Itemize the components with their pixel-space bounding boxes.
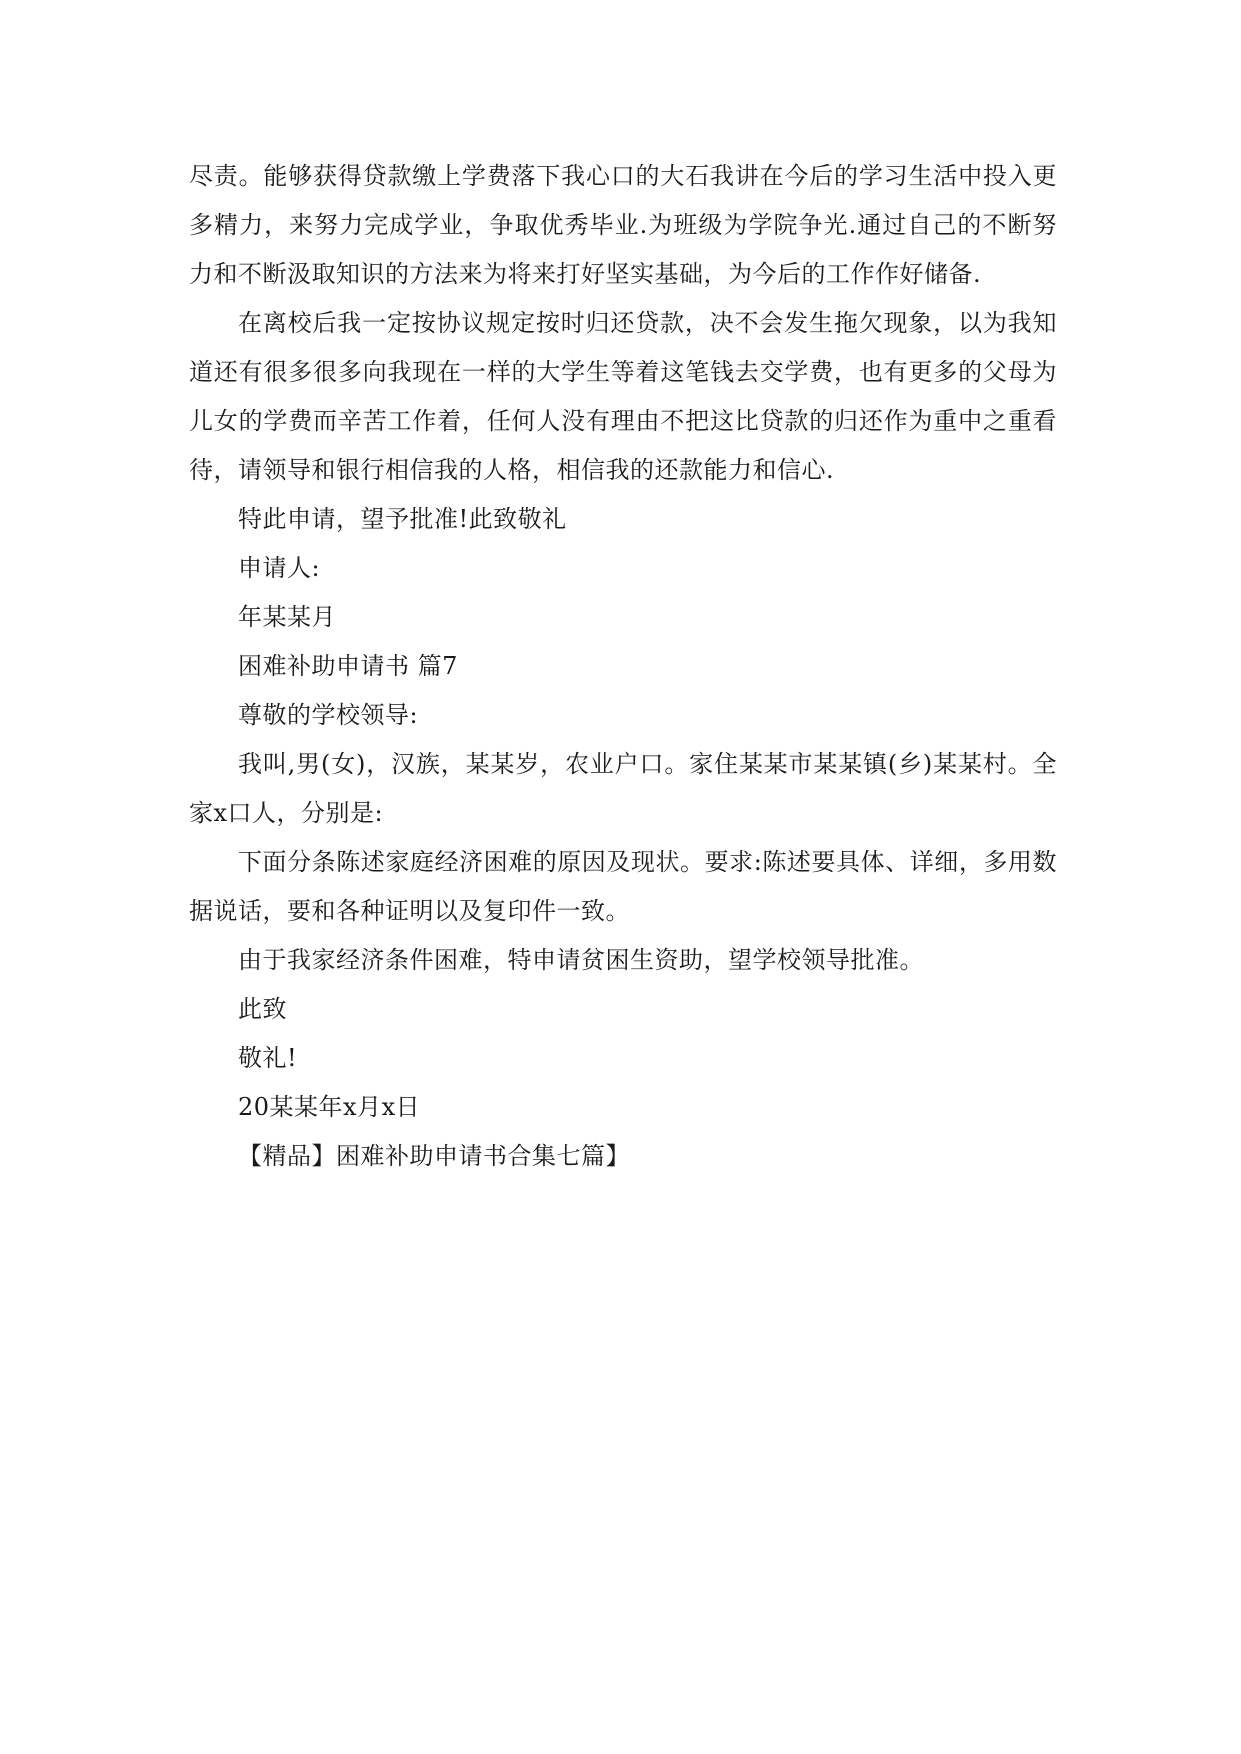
- applicant-line: 申请人:: [238, 554, 321, 582]
- document-footer-title: 【精品】困难补助申请书合集七篇】: [238, 1142, 630, 1170]
- paragraph-continuation: 尽责。能够获得贷款缴上学费落下我心口的大石我讲在今后的学习生活中投入更多精力，来努力完成学业，争取优秀毕业.为班级为学院争光.通过自己的不断努力和不断汲取知识的方法来为将来打好坚实基础，为今后的工作作好储备.: [189, 162, 1057, 288]
- signature-date: 20某某年x月x日: [238, 1093, 421, 1121]
- document-body: [189, 152, 1057, 1181]
- closing-cizhi: 此致: [238, 995, 287, 1023]
- paragraph-repayment-pledge: 在离校后我一定按协议规定按时归还贷款，决不会发生拖欠现象，以为我知道还有很多很多向我现在一样的大学生等着这笔钱去交学费，也有更多的父母为儿女的学费而辛苦工作着，任何人没有理由不把这比贷款的归还作为重中之重看待，请领导和银行相信我的人格，相信我的还款能力和信心.: [189, 309, 1057, 484]
- date-line: 年某某月: [238, 603, 336, 631]
- paragraph-hardship-description: 下面分条陈述家庭经济困难的原因及现状。要求:陈述要具体、详细，多用数据说话，要和各种证明以及复印件一致。: [189, 848, 1057, 925]
- salutation: 尊敬的学校领导:: [238, 701, 419, 729]
- closing-jingli: 敬礼!: [238, 1044, 298, 1072]
- paragraph-self-introduction: 我叫,男(女)，汉族，某某岁，农业户口。家住某某市某某镇(乡)某某村。全家x口人，分别是:: [189, 750, 1057, 827]
- paragraph-closing-request: 特此申请，望予批准!此致敬礼: [238, 505, 567, 533]
- paragraph-request: 由于我家经济条件困难，特申请贫困生资助，望学校领导批准。: [238, 946, 924, 974]
- section-title: 困难补助申请书 篇7: [238, 652, 458, 680]
